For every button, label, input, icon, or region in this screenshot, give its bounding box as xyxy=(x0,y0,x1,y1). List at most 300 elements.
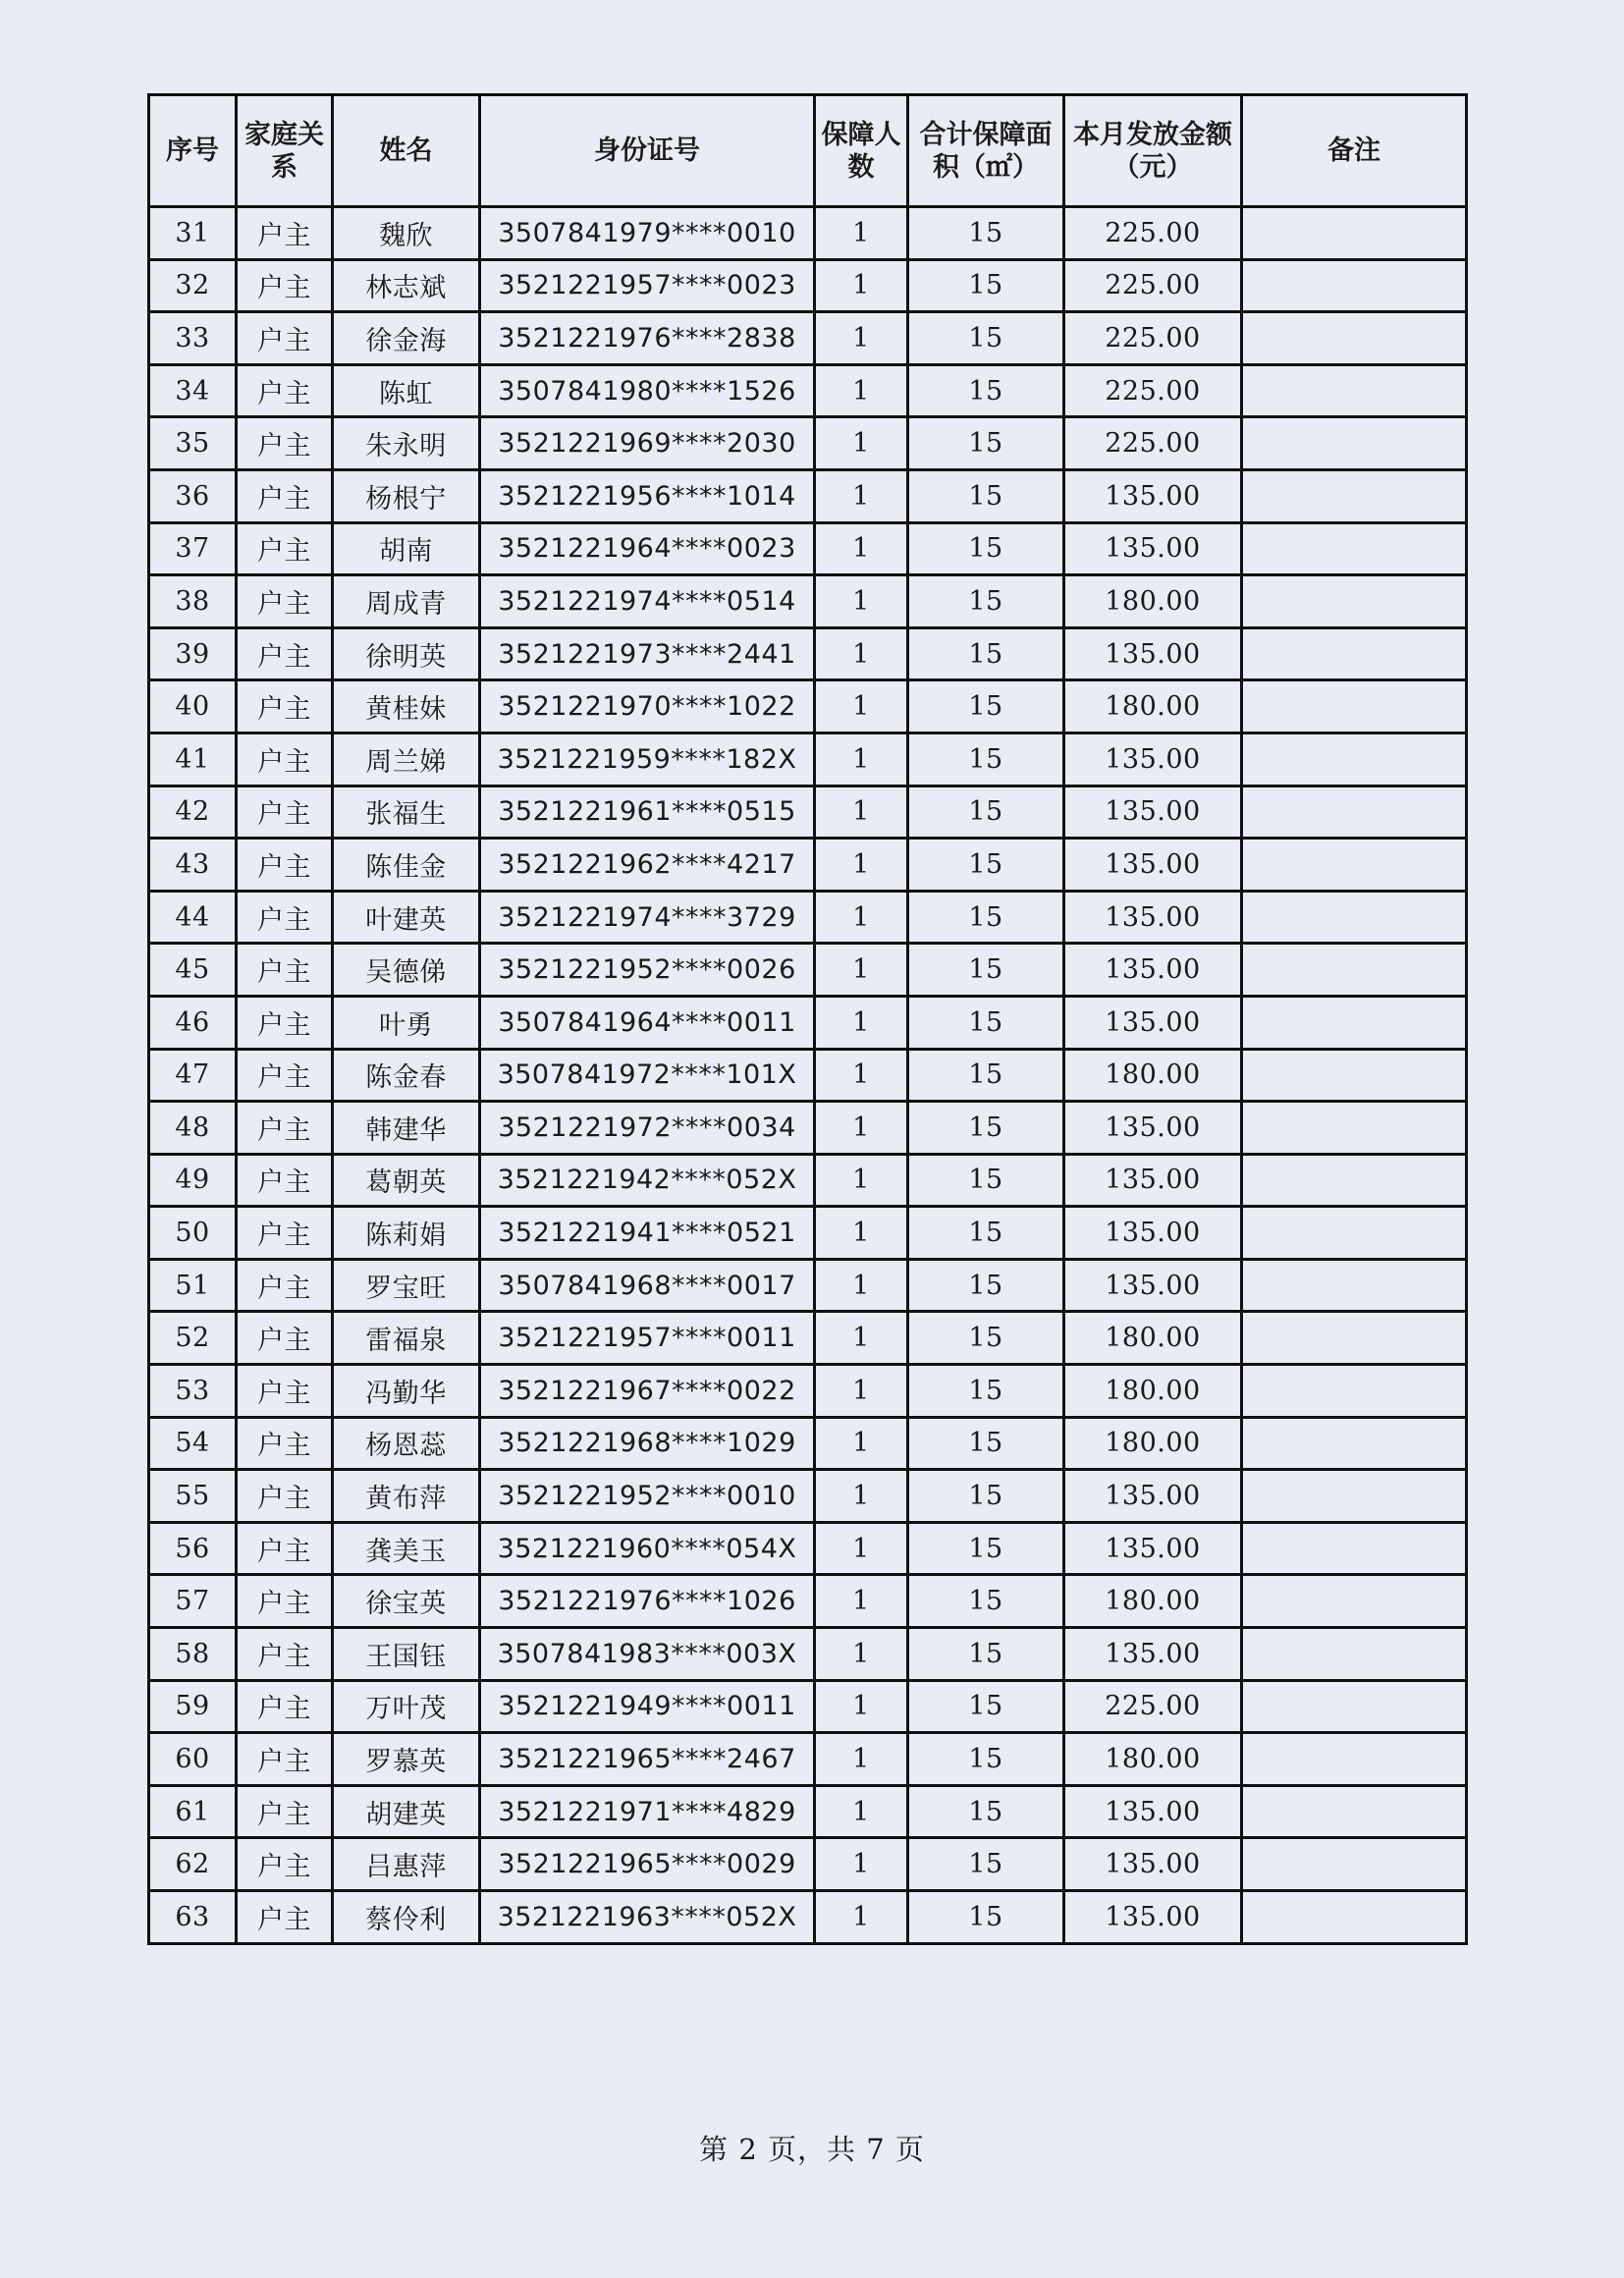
row-note xyxy=(1242,1312,1467,1365)
row-seq: 49 xyxy=(149,1154,237,1207)
row-relation: 户主 xyxy=(237,1259,333,1312)
row-note xyxy=(1242,1680,1467,1733)
header-area: 合计保障面积（㎡） xyxy=(908,95,1064,207)
row-id-number: 3521221942****052X xyxy=(480,1154,815,1207)
page-footer: 第 2 页，共 7 页 xyxy=(699,2133,925,2166)
row-amount: 225.00 xyxy=(1064,417,1242,470)
row-people: 1 xyxy=(815,1207,908,1260)
row-name: 张福生 xyxy=(333,786,480,839)
table-row xyxy=(149,207,1467,260)
row-relation: 户主 xyxy=(237,1365,333,1418)
row-id-number: 3521221971****4829 xyxy=(480,1785,815,1838)
row-amount: 180.00 xyxy=(1064,1049,1242,1102)
row-amount: 135.00 xyxy=(1064,786,1242,839)
row-seq: 62 xyxy=(149,1838,237,1891)
row-relation: 户主 xyxy=(237,312,333,365)
row-amount: 135.00 xyxy=(1064,1154,1242,1207)
row-relation: 户主 xyxy=(237,839,333,892)
row-relation: 户主 xyxy=(237,1154,333,1207)
row-seq: 40 xyxy=(149,680,237,733)
row-area: 15 xyxy=(908,1312,1064,1365)
row-name: 周成青 xyxy=(333,575,480,628)
row-area: 15 xyxy=(908,1680,1064,1733)
row-name: 魏欣 xyxy=(333,207,480,260)
row-area: 15 xyxy=(908,627,1064,680)
row-seq: 52 xyxy=(149,1312,237,1365)
row-area: 15 xyxy=(908,1891,1064,1944)
row-people: 1 xyxy=(815,1733,908,1786)
row-amount: 225.00 xyxy=(1064,312,1242,365)
row-relation: 户主 xyxy=(237,786,333,839)
table-row xyxy=(149,627,1467,680)
table-row xyxy=(149,1628,1467,1681)
header-seq: 序号 xyxy=(149,95,237,207)
row-people: 1 xyxy=(815,259,908,312)
table-row xyxy=(149,786,1467,839)
row-relation: 户主 xyxy=(237,1733,333,1786)
row-area: 15 xyxy=(908,944,1064,997)
table-row xyxy=(149,732,1467,786)
row-note xyxy=(1242,522,1467,575)
row-seq: 54 xyxy=(149,1417,237,1470)
row-area: 15 xyxy=(908,1838,1064,1891)
row-amount: 180.00 xyxy=(1064,575,1242,628)
row-people: 1 xyxy=(815,1522,908,1575)
row-note xyxy=(1242,1417,1467,1470)
header-relation: 家庭关系 xyxy=(237,95,333,207)
row-relation: 户主 xyxy=(237,259,333,312)
row-relation: 户主 xyxy=(237,732,333,786)
row-relation: 户主 xyxy=(237,1680,333,1733)
row-relation: 户主 xyxy=(237,1470,333,1523)
row-people: 1 xyxy=(815,312,908,365)
table-row xyxy=(149,1575,1467,1628)
table-row xyxy=(149,312,1467,365)
row-people: 1 xyxy=(815,1102,908,1155)
row-people: 1 xyxy=(815,1470,908,1523)
row-id-number: 3521221965****2467 xyxy=(480,1733,815,1786)
header-people: 保障人数 xyxy=(815,95,908,207)
row-amount: 135.00 xyxy=(1064,1207,1242,1260)
row-note xyxy=(1242,786,1467,839)
row-people: 1 xyxy=(815,1785,908,1838)
row-people: 1 xyxy=(815,839,908,892)
row-area: 15 xyxy=(908,839,1064,892)
row-area: 15 xyxy=(908,1733,1064,1786)
row-name: 胡南 xyxy=(333,522,480,575)
table-header-row xyxy=(149,95,1467,207)
row-name: 黄布萍 xyxy=(333,1470,480,1523)
row-area: 15 xyxy=(908,259,1064,312)
row-people: 1 xyxy=(815,732,908,786)
table-row xyxy=(149,1259,1467,1312)
row-name: 王国钰 xyxy=(333,1628,480,1681)
row-seq: 35 xyxy=(149,417,237,470)
row-note xyxy=(1242,1154,1467,1207)
row-id-number: 3521221959****182X xyxy=(480,732,815,786)
row-amount: 135.00 xyxy=(1064,469,1242,522)
row-seq: 32 xyxy=(149,259,237,312)
row-amount: 135.00 xyxy=(1064,839,1242,892)
row-amount: 180.00 xyxy=(1064,680,1242,733)
row-people: 1 xyxy=(815,891,908,944)
row-id-number: 3507841980****1526 xyxy=(480,364,815,417)
row-relation: 户主 xyxy=(237,1838,333,1891)
row-people: 1 xyxy=(815,996,908,1049)
row-note xyxy=(1242,1259,1467,1312)
row-people: 1 xyxy=(815,1259,908,1312)
row-relation: 户主 xyxy=(237,1575,333,1628)
table-row xyxy=(149,1838,1467,1891)
table-row xyxy=(149,1470,1467,1523)
row-people: 1 xyxy=(815,1312,908,1365)
row-seq: 42 xyxy=(149,786,237,839)
row-area: 15 xyxy=(908,1154,1064,1207)
row-amount: 180.00 xyxy=(1064,1575,1242,1628)
row-id-number: 3521221972****0034 xyxy=(480,1102,815,1155)
row-relation: 户主 xyxy=(237,891,333,944)
row-relation: 户主 xyxy=(237,522,333,575)
row-id-number: 3521221968****1029 xyxy=(480,1417,815,1470)
row-relation: 户主 xyxy=(237,1049,333,1102)
row-seq: 34 xyxy=(149,364,237,417)
table-row xyxy=(149,417,1467,470)
row-note xyxy=(1242,1049,1467,1102)
row-people: 1 xyxy=(815,627,908,680)
row-seq: 46 xyxy=(149,996,237,1049)
row-note xyxy=(1242,1891,1467,1944)
row-name: 陈虹 xyxy=(333,364,480,417)
row-amount: 135.00 xyxy=(1064,732,1242,786)
row-relation: 户主 xyxy=(237,1417,333,1470)
row-relation: 户主 xyxy=(237,207,333,260)
row-area: 15 xyxy=(908,1417,1064,1470)
subsidy-roster-table xyxy=(147,93,1468,1945)
row-id-number: 3521221976****2838 xyxy=(480,312,815,365)
row-seq: 44 xyxy=(149,891,237,944)
row-id-number: 3507841972****101X xyxy=(480,1049,815,1102)
row-note xyxy=(1242,1207,1467,1260)
row-seq: 57 xyxy=(149,1575,237,1628)
table-row xyxy=(149,1102,1467,1155)
row-seq: 31 xyxy=(149,207,237,260)
row-area: 15 xyxy=(908,786,1064,839)
row-seq: 37 xyxy=(149,522,237,575)
row-seq: 39 xyxy=(149,627,237,680)
row-name: 万叶茂 xyxy=(333,1680,480,1733)
row-seq: 61 xyxy=(149,1785,237,1838)
row-relation: 户主 xyxy=(237,996,333,1049)
row-amount: 180.00 xyxy=(1064,1312,1242,1365)
row-note xyxy=(1242,627,1467,680)
table-row xyxy=(149,522,1467,575)
row-seq: 53 xyxy=(149,1365,237,1418)
row-people: 1 xyxy=(815,522,908,575)
row-name: 胡建英 xyxy=(333,1785,480,1838)
row-note xyxy=(1242,575,1467,628)
row-seq: 60 xyxy=(149,1733,237,1786)
row-people: 1 xyxy=(815,364,908,417)
row-area: 15 xyxy=(908,1207,1064,1260)
row-relation: 户主 xyxy=(237,1102,333,1155)
row-area: 15 xyxy=(908,680,1064,733)
row-amount: 135.00 xyxy=(1064,944,1242,997)
table-row xyxy=(149,1522,1467,1575)
row-people: 1 xyxy=(815,1365,908,1418)
row-name: 叶勇 xyxy=(333,996,480,1049)
table-row xyxy=(149,575,1467,628)
row-amount: 180.00 xyxy=(1064,1417,1242,1470)
row-people: 1 xyxy=(815,417,908,470)
row-id-number: 3507841968****0017 xyxy=(480,1259,815,1312)
row-name: 陈金春 xyxy=(333,1049,480,1102)
row-amount: 135.00 xyxy=(1064,996,1242,1049)
row-name: 杨根宁 xyxy=(333,469,480,522)
row-area: 15 xyxy=(908,469,1064,522)
row-name: 雷福泉 xyxy=(333,1312,480,1365)
row-id-number: 3521221961****0515 xyxy=(480,786,815,839)
row-id-number: 3521221952****0010 xyxy=(480,1470,815,1523)
row-name: 黄桂妹 xyxy=(333,680,480,733)
row-area: 15 xyxy=(908,1259,1064,1312)
row-amount: 225.00 xyxy=(1064,364,1242,417)
row-area: 15 xyxy=(908,1785,1064,1838)
row-amount: 135.00 xyxy=(1064,522,1242,575)
row-relation: 户主 xyxy=(237,364,333,417)
row-note xyxy=(1242,469,1467,522)
row-note xyxy=(1242,207,1467,260)
row-area: 15 xyxy=(908,522,1064,575)
row-name: 韩建华 xyxy=(333,1102,480,1155)
table-row xyxy=(149,680,1467,733)
row-people: 1 xyxy=(815,575,908,628)
row-people: 1 xyxy=(815,1838,908,1891)
row-amount: 180.00 xyxy=(1064,1365,1242,1418)
row-note xyxy=(1242,891,1467,944)
row-name: 徐金海 xyxy=(333,312,480,365)
row-note xyxy=(1242,1575,1467,1628)
row-id-number: 3507841964****0011 xyxy=(480,996,815,1049)
row-name: 陈莉娟 xyxy=(333,1207,480,1260)
row-note xyxy=(1242,1365,1467,1418)
row-id-number: 3521221976****1026 xyxy=(480,1575,815,1628)
row-area: 15 xyxy=(908,1049,1064,1102)
row-area: 15 xyxy=(908,575,1064,628)
row-amount: 135.00 xyxy=(1064,1470,1242,1523)
row-amount: 135.00 xyxy=(1064,1785,1242,1838)
table-body xyxy=(149,207,1467,1944)
header-note: 备注 xyxy=(1242,95,1467,207)
table-row xyxy=(149,1207,1467,1260)
row-people: 1 xyxy=(815,1680,908,1733)
row-people: 1 xyxy=(815,1891,908,1944)
table-row xyxy=(149,1417,1467,1470)
row-id-number: 3521221974****0514 xyxy=(480,575,815,628)
row-id-number: 3521221956****1014 xyxy=(480,469,815,522)
row-area: 15 xyxy=(908,891,1064,944)
row-amount: 180.00 xyxy=(1064,1733,1242,1786)
row-relation: 户主 xyxy=(237,944,333,997)
row-amount: 135.00 xyxy=(1064,1102,1242,1155)
header-id-number: 身份证号 xyxy=(480,95,815,207)
row-seq: 58 xyxy=(149,1628,237,1681)
row-id-number: 3521221960****054X xyxy=(480,1522,815,1575)
row-seq: 33 xyxy=(149,312,237,365)
row-amount: 225.00 xyxy=(1064,259,1242,312)
row-id-number: 3521221974****3729 xyxy=(480,891,815,944)
row-name: 杨恩蕊 xyxy=(333,1417,480,1470)
row-amount: 225.00 xyxy=(1064,207,1242,260)
row-relation: 户主 xyxy=(237,575,333,628)
table-row xyxy=(149,1312,1467,1365)
row-id-number: 3521221969****2030 xyxy=(480,417,815,470)
row-relation: 户主 xyxy=(237,1522,333,1575)
row-relation: 户主 xyxy=(237,417,333,470)
row-id-number: 3507841979****0010 xyxy=(480,207,815,260)
row-name: 朱永明 xyxy=(333,417,480,470)
table-row xyxy=(149,1785,1467,1838)
row-people: 1 xyxy=(815,1049,908,1102)
row-people: 1 xyxy=(815,207,908,260)
table-row xyxy=(149,1049,1467,1102)
row-id-number: 3521221973****2441 xyxy=(480,627,815,680)
row-name: 徐宝英 xyxy=(333,1575,480,1628)
row-relation: 户主 xyxy=(237,469,333,522)
row-relation: 户主 xyxy=(237,680,333,733)
row-name: 徐明英 xyxy=(333,627,480,680)
row-id-number: 3521221941****0521 xyxy=(480,1207,815,1260)
row-name: 葛朝英 xyxy=(333,1154,480,1207)
row-name: 罗慕英 xyxy=(333,1733,480,1786)
row-area: 15 xyxy=(908,1628,1064,1681)
row-note xyxy=(1242,312,1467,365)
row-seq: 45 xyxy=(149,944,237,997)
table-row xyxy=(149,944,1467,997)
row-note xyxy=(1242,1785,1467,1838)
row-name: 吕惠萍 xyxy=(333,1838,480,1891)
table-row xyxy=(149,1365,1467,1418)
row-area: 15 xyxy=(908,1522,1064,1575)
row-relation: 户主 xyxy=(237,1207,333,1260)
row-note xyxy=(1242,1628,1467,1681)
row-amount: 225.00 xyxy=(1064,1680,1242,1733)
row-area: 15 xyxy=(908,996,1064,1049)
row-area: 15 xyxy=(908,364,1064,417)
row-relation: 户主 xyxy=(237,627,333,680)
table-row xyxy=(149,1154,1467,1207)
row-id-number: 3521221952****0026 xyxy=(480,944,815,997)
row-area: 15 xyxy=(908,732,1064,786)
row-seq: 43 xyxy=(149,839,237,892)
row-area: 15 xyxy=(908,207,1064,260)
row-people: 1 xyxy=(815,1154,908,1207)
row-amount: 135.00 xyxy=(1064,1891,1242,1944)
row-relation: 户主 xyxy=(237,1785,333,1838)
row-area: 15 xyxy=(908,1365,1064,1418)
row-seq: 38 xyxy=(149,575,237,628)
row-name: 蔡伶利 xyxy=(333,1891,480,1944)
row-note xyxy=(1242,1838,1467,1891)
row-id-number: 3521221949****0011 xyxy=(480,1680,815,1733)
row-note xyxy=(1242,417,1467,470)
row-amount: 135.00 xyxy=(1064,1522,1242,1575)
row-note xyxy=(1242,1470,1467,1523)
row-name: 周兰娣 xyxy=(333,732,480,786)
row-note xyxy=(1242,680,1467,733)
row-relation: 户主 xyxy=(237,1628,333,1681)
row-area: 15 xyxy=(908,312,1064,365)
row-seq: 51 xyxy=(149,1259,237,1312)
row-note xyxy=(1242,996,1467,1049)
row-id-number: 3521221957****0011 xyxy=(480,1312,815,1365)
row-people: 1 xyxy=(815,786,908,839)
row-id-number: 3507841983****003X xyxy=(480,1628,815,1681)
header-name: 姓名 xyxy=(333,95,480,207)
row-people: 1 xyxy=(815,1628,908,1681)
row-amount: 135.00 xyxy=(1064,891,1242,944)
row-id-number: 3521221962****4217 xyxy=(480,839,815,892)
row-amount: 135.00 xyxy=(1064,1628,1242,1681)
row-name: 罗宝旺 xyxy=(333,1259,480,1312)
row-note xyxy=(1242,839,1467,892)
row-note xyxy=(1242,1733,1467,1786)
row-id-number: 3521221965****0029 xyxy=(480,1838,815,1891)
table-row xyxy=(149,469,1467,522)
row-people: 1 xyxy=(815,1575,908,1628)
row-people: 1 xyxy=(815,944,908,997)
row-seq: 55 xyxy=(149,1470,237,1523)
row-people: 1 xyxy=(815,680,908,733)
row-note xyxy=(1242,1102,1467,1155)
table-row xyxy=(149,364,1467,417)
row-note xyxy=(1242,259,1467,312)
table-row xyxy=(149,839,1467,892)
row-id-number: 3521221970****1022 xyxy=(480,680,815,733)
table-row xyxy=(149,1733,1467,1786)
row-seq: 50 xyxy=(149,1207,237,1260)
table-row xyxy=(149,891,1467,944)
row-name: 冯勤华 xyxy=(333,1365,480,1418)
row-name: 吴德俤 xyxy=(333,944,480,997)
row-amount: 135.00 xyxy=(1064,1259,1242,1312)
row-id-number: 3521221957****0023 xyxy=(480,259,815,312)
row-note xyxy=(1242,944,1467,997)
row-note xyxy=(1242,732,1467,786)
row-name: 林志斌 xyxy=(333,259,480,312)
row-id-number: 3521221967****0022 xyxy=(480,1365,815,1418)
row-area: 15 xyxy=(908,1102,1064,1155)
row-note xyxy=(1242,364,1467,417)
row-amount: 135.00 xyxy=(1064,627,1242,680)
row-note xyxy=(1242,1522,1467,1575)
row-id-number: 3521221964****0023 xyxy=(480,522,815,575)
row-seq: 36 xyxy=(149,469,237,522)
row-seq: 63 xyxy=(149,1891,237,1944)
row-seq: 59 xyxy=(149,1680,237,1733)
row-area: 15 xyxy=(908,1470,1064,1523)
row-seq: 47 xyxy=(149,1049,237,1102)
header-amount: 本月发放金额（元） xyxy=(1064,95,1242,207)
table-row xyxy=(149,259,1467,312)
row-id-number: 3521221963****052X xyxy=(480,1891,815,1944)
row-seq: 41 xyxy=(149,732,237,786)
table-row xyxy=(149,1891,1467,1944)
row-amount: 135.00 xyxy=(1064,1838,1242,1891)
row-area: 15 xyxy=(908,1575,1064,1628)
row-name: 叶建英 xyxy=(333,891,480,944)
table-row xyxy=(149,996,1467,1049)
row-name: 龚美玉 xyxy=(333,1522,480,1575)
